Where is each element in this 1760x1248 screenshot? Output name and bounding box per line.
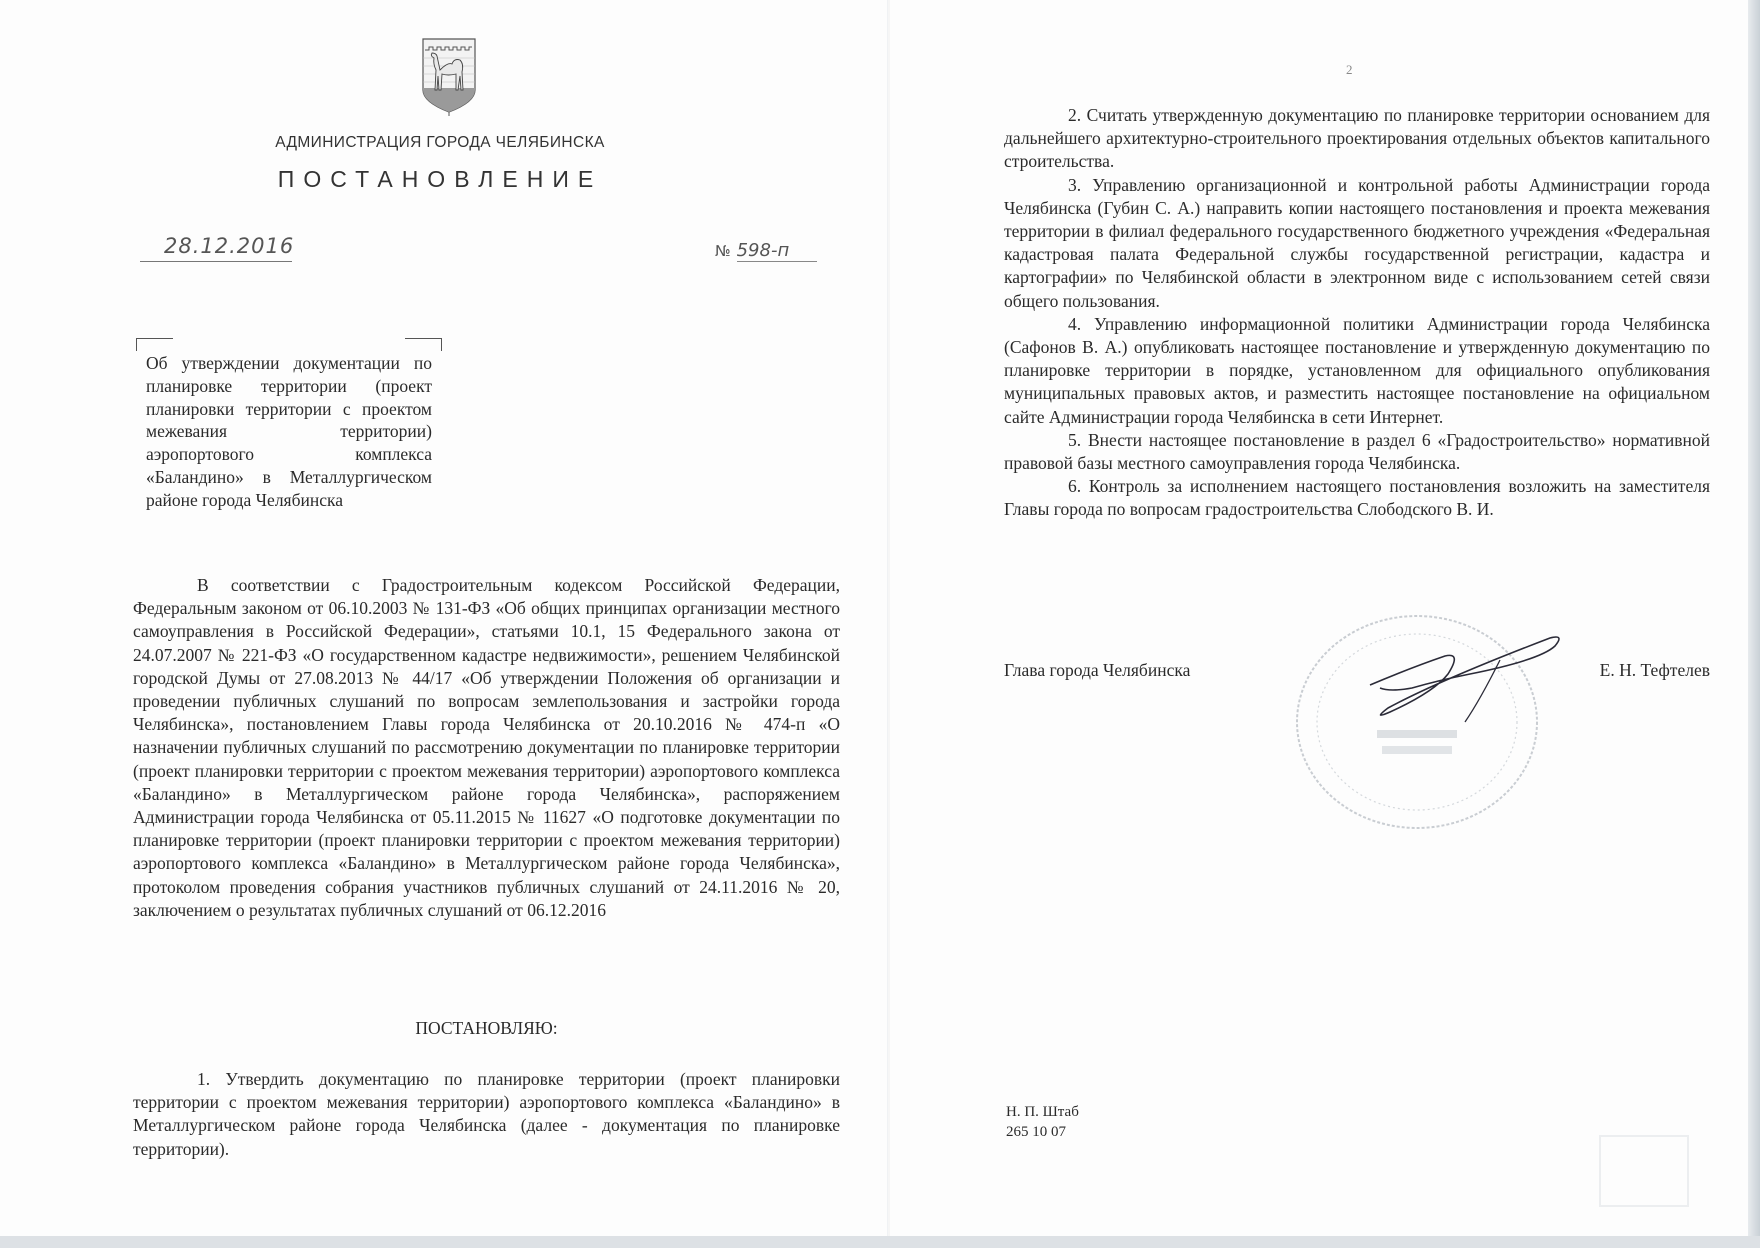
number-value: 598-п <box>737 240 817 262</box>
issuer-name: АДМИНИСТРАЦИЯ ГОРОДА ЧЕЛЯБИНСКА <box>275 134 605 151</box>
document-number <box>715 240 845 264</box>
page-number: 2 <box>1346 62 1353 77</box>
bracket-right <box>405 338 442 351</box>
decree-item-3: 3. Управлению организационной и контрольной работы Администрации города Челябинска (Губин С. А.) направить копии настоящего постановления и проекта межевания территории в филиал федерального государственного бюджетного учреждения «Федеральная кадастровая палата Федеральной службы государственной регистрации, кадастра и картографии» по Челябинской области в электронном виде с использованием сетей связи общего пользования. <box>1004 174 1710 311</box>
signatory-title: Глава города Челябинска <box>1004 660 1191 680</box>
date-value: 28.12.2016 <box>164 234 295 258</box>
preamble <box>133 574 840 922</box>
coat-of-arms-icon <box>420 36 478 116</box>
executor-phone: 265 10 07 <box>1006 1124 1066 1140</box>
decree-item-5: 5. Внести настоящее постановление в раздел 6 «Градостроительство» нормативной правовой базы местного самоуправления города Челябинска. <box>1004 429 1710 474</box>
decree-heading: ПОСТАНОВЛЯЮ: <box>415 1018 558 1038</box>
document-type: ПОСТАНОВЛЕНИЕ <box>277 166 603 192</box>
executor-name: Н. П. Штаб <box>1006 1104 1079 1120</box>
decree-items <box>1004 104 1710 522</box>
bracket-left <box>136 338 173 351</box>
handwritten-signature-icon <box>1350 630 1590 740</box>
document-subject: Об утверждении документации по планировке территории (проект планировки территории с проектом межевания территории) аэропортового комплекса «Баландино» в Металлургическом районе города Челябинска <box>146 353 432 510</box>
decree-item-4: 4. Управлению информационной политики Администрации города Челябинска (Сафонов В. А.) опубликовать настоящее постановление и утвержденную документацию по планировке территории в порядке, установленном для официального опубликования муниципальных правовых актов, и разместить настоящее постановление на официальном сайте Администрации города Челябинска в сети Интернет. <box>1004 313 1710 427</box>
decree-item-6: 6. Контроль за исполнением настоящего постановления возложить на заместителя Главы города по вопросам градостроительства Слободского В. И. <box>1004 476 1710 520</box>
scan-edge <box>1748 0 1760 1248</box>
decree-item-2: 2. Считать утвержденную документацию по планировке территории основанием для дальнейшего архитектурно-строительного проектирования отдельных объектов капитального строительства. <box>1004 105 1710 172</box>
decree-item-1 <box>133 1068 840 1161</box>
number-sign: № <box>715 242 731 260</box>
item-text: 1. Утвердить документацию по планировке территории (проект планировки территории с проектом межевания территории) аэропортового комплекса «Баландино» в Металлургическом районе города Челябинска (далее - документация по планировке территории). <box>133 1069 840 1159</box>
preamble-text: В соответствии с Градостроительным кодексом Российской Федерации, Федеральным законом от 06.10.2003 № 131-ФЗ «Об общих принципах организации местного самоуправления в Российской Федерации», статьями 10.1, 15 Федерального закона от 24.07.2007 № 221-ФЗ «О государственном кадастре недвижимости», решением Челябинской городской Думы от 27.08.2013 № 44/17 «Об утверждении Положения об организации и проведении публичных слушаний по вопросам землепользования и застройки города Челябинска», постановлением Главы города Челябинска от 20.10.2016 № 474-п «О назначении публичных слушаний по рассмотрению документации по планировке территории (проект планировки территории с проектом межевания территории) аэропортового комплекса «Баландино» в Металлургическом районе города Челябинска», распоряжением Администрации города Челябинска от 05.11.2015 № 11627 «О подготовке документации по планировке территории (проект планировки территории с проектом межевания территории) аэропортового комплекса «Баландино» в Металлургическом районе города Челябинска», протоколом проведения собрания участников публичных слушаний от 24.11.2016 № 20, заключением о результатах публичных слушаний от 06.12.2016 <box>133 575 840 920</box>
executor-info <box>1006 1102 1079 1142</box>
signatory-name: Е. Н. Тефтелев <box>1599 660 1710 680</box>
faint-imprint <box>1540 1130 1690 1210</box>
document-date <box>140 234 295 262</box>
scan-bottom-edge <box>0 1236 1760 1248</box>
